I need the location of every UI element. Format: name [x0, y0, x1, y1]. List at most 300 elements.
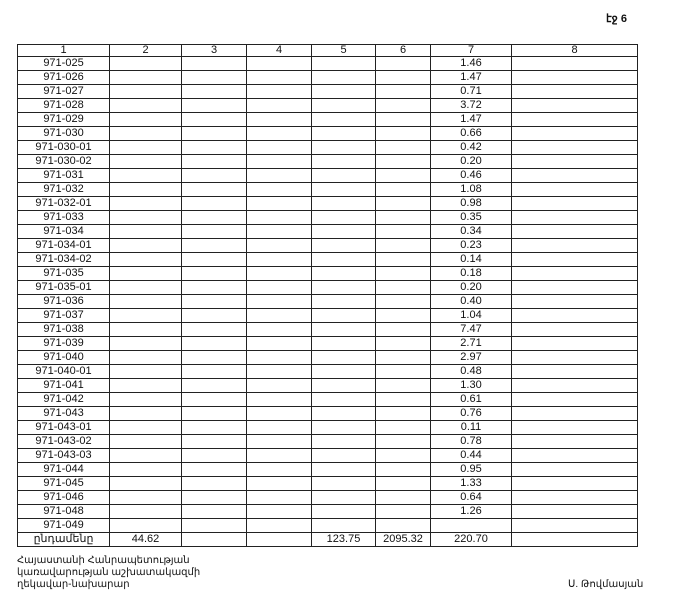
row-col-2-cell: [110, 267, 182, 281]
row-code: 971-035-01: [18, 281, 110, 295]
table-row: [18, 309, 638, 323]
row-col-3-cell: [182, 155, 247, 169]
table-row: [18, 127, 638, 141]
row-col-7-value: 0.11: [431, 421, 512, 435]
table-row: [18, 169, 638, 183]
row-col-2-cell: [110, 113, 182, 127]
row-col-8-cell: [512, 141, 638, 155]
row-col-7-value: 1.30: [431, 379, 512, 393]
row-col-8-cell: [512, 421, 638, 435]
row-col-7-value: 1.33: [431, 477, 512, 491]
row-col-7-value: 0.66: [431, 127, 512, 141]
row-col-3-cell: [182, 407, 247, 421]
row-col-2-cell: [110, 239, 182, 253]
row-col-8-cell: [512, 449, 638, 463]
signature-title: [17, 555, 200, 591]
table-row: [18, 267, 638, 281]
signature-title-line-3: ղեկավար-նախարար: [17, 579, 130, 590]
row-col-7-value: 2.71: [431, 337, 512, 351]
row-col-4-cell: [247, 435, 312, 449]
row-col-8-cell: [512, 71, 638, 85]
row-code: 971-034-02: [18, 253, 110, 267]
total-col-5: 123.75: [312, 533, 376, 547]
row-col-2-cell: [110, 127, 182, 141]
row-col-5-cell: [312, 253, 376, 267]
row-col-2-cell: [110, 71, 182, 85]
row-col-6-cell: [376, 113, 431, 127]
column-header-8: 8: [512, 45, 638, 57]
row-code: 971-034-01: [18, 239, 110, 253]
row-col-3-cell: [182, 183, 247, 197]
row-col-8-cell: [512, 267, 638, 281]
total-col-2: 44.62: [110, 533, 182, 547]
row-col-5-cell: [312, 519, 376, 533]
row-col-8-cell: [512, 211, 638, 225]
row-col-3-cell: [182, 71, 247, 85]
row-col-4-cell: [247, 85, 312, 99]
table-row: [18, 281, 638, 295]
row-col-4-cell: [247, 141, 312, 155]
row-col-4-cell: [247, 183, 312, 197]
page-number: էջ 6: [606, 13, 627, 25]
table-row: [18, 155, 638, 169]
row-col-5-cell: [312, 295, 376, 309]
row-col-3-cell: [182, 113, 247, 127]
row-col-2-cell: [110, 463, 182, 477]
row-col-5-cell: [312, 449, 376, 463]
row-col-7-value: 3.72: [431, 99, 512, 113]
table-row: [18, 239, 638, 253]
row-col-6-cell: [376, 435, 431, 449]
row-col-6-cell: [376, 421, 431, 435]
row-col-5-cell: [312, 323, 376, 337]
row-col-6-cell: [376, 379, 431, 393]
row-col-6-cell: [376, 463, 431, 477]
row-col-2-cell: [110, 253, 182, 267]
row-col-8-cell: [512, 99, 638, 113]
row-col-7-value: 0.40: [431, 295, 512, 309]
row-col-2-cell: [110, 351, 182, 365]
table-row: [18, 197, 638, 211]
row-col-2-cell: [110, 505, 182, 519]
table-row: [18, 505, 638, 519]
row-col-4-cell: [247, 351, 312, 365]
row-code: 971-049: [18, 519, 110, 533]
row-code: 971-039: [18, 337, 110, 351]
row-code: 971-040: [18, 351, 110, 365]
row-col-3-cell: [182, 337, 247, 351]
row-col-6-cell: [376, 505, 431, 519]
row-col-3-cell: [182, 323, 247, 337]
row-col-7-value: 0.18: [431, 267, 512, 281]
data-table: [17, 44, 638, 547]
row-col-3-cell: [182, 309, 247, 323]
row-col-6-cell: [376, 449, 431, 463]
row-col-5-cell: [312, 225, 376, 239]
row-col-5-cell: [312, 267, 376, 281]
table-row: [18, 57, 638, 71]
row-col-7-value: 1.04: [431, 309, 512, 323]
table-row: [18, 113, 638, 127]
row-col-8-cell: [512, 491, 638, 505]
row-col-6-cell: [376, 141, 431, 155]
row-col-3-cell: [182, 295, 247, 309]
row-col-2-cell: [110, 309, 182, 323]
row-col-2-cell: [110, 211, 182, 225]
total-col-4: [247, 533, 312, 547]
row-col-6-cell: [376, 281, 431, 295]
row-col-4-cell: [247, 281, 312, 295]
row-col-5-cell: [312, 183, 376, 197]
row-col-2-cell: [110, 169, 182, 183]
row-col-6-cell: [376, 239, 431, 253]
row-col-4-cell: [247, 113, 312, 127]
row-col-7-value: 1.46: [431, 57, 512, 71]
row-col-3-cell: [182, 85, 247, 99]
row-col-4-cell: [247, 57, 312, 71]
row-col-6-cell: [376, 491, 431, 505]
row-col-5-cell: [312, 365, 376, 379]
row-col-8-cell: [512, 57, 638, 71]
row-col-3-cell: [182, 57, 247, 71]
row-col-3-cell: [182, 267, 247, 281]
row-col-6-cell: [376, 71, 431, 85]
row-col-4-cell: [247, 211, 312, 225]
row-col-7-value: 0.23: [431, 239, 512, 253]
row-col-5-cell: [312, 393, 376, 407]
row-col-8-cell: [512, 435, 638, 449]
row-col-8-cell: [512, 127, 638, 141]
table-row: [18, 351, 638, 365]
row-col-7-value: [431, 519, 512, 533]
row-col-8-cell: [512, 183, 638, 197]
row-col-2-cell: [110, 155, 182, 169]
row-col-7-value: 0.35: [431, 211, 512, 225]
row-col-8-cell: [512, 309, 638, 323]
row-code: 971-041: [18, 379, 110, 393]
row-col-8-cell: [512, 379, 638, 393]
row-col-5-cell: [312, 435, 376, 449]
row-code: 971-032-01: [18, 197, 110, 211]
row-col-6-cell: [376, 393, 431, 407]
table-row: [18, 225, 638, 239]
row-col-4-cell: [247, 337, 312, 351]
row-col-4-cell: [247, 477, 312, 491]
row-col-2-cell: [110, 99, 182, 113]
row-col-8-cell: [512, 295, 638, 309]
row-col-3-cell: [182, 421, 247, 435]
row-col-4-cell: [247, 393, 312, 407]
row-col-5-cell: [312, 211, 376, 225]
row-code: 971-030-01: [18, 141, 110, 155]
row-col-3-cell: [182, 211, 247, 225]
row-col-3-cell: [182, 239, 247, 253]
total-col-8: [512, 533, 638, 547]
row-col-5-cell: [312, 407, 376, 421]
row-col-3-cell: [182, 393, 247, 407]
row-col-6-cell: [376, 57, 431, 71]
row-col-7-value: 0.42: [431, 141, 512, 155]
row-col-3-cell: [182, 99, 247, 113]
row-col-6-cell: [376, 337, 431, 351]
row-col-7-value: 0.76: [431, 407, 512, 421]
row-col-7-value: 0.78: [431, 435, 512, 449]
row-col-4-cell: [247, 323, 312, 337]
row-col-8-cell: [512, 253, 638, 267]
row-col-8-cell: [512, 463, 638, 477]
table-row: [18, 85, 638, 99]
table-row: [18, 449, 638, 463]
row-col-8-cell: [512, 393, 638, 407]
row-col-3-cell: [182, 463, 247, 477]
totals-label: ընդամենը: [18, 533, 110, 547]
row-col-7-value: 1.26: [431, 505, 512, 519]
row-col-4-cell: [247, 225, 312, 239]
row-col-8-cell: [512, 477, 638, 491]
row-col-5-cell: [312, 155, 376, 169]
row-col-5-cell: [312, 281, 376, 295]
row-code: 971-029: [18, 113, 110, 127]
row-col-4-cell: [247, 463, 312, 477]
row-col-7-value: 2.97: [431, 351, 512, 365]
row-col-6-cell: [376, 309, 431, 323]
row-col-6-cell: [376, 225, 431, 239]
row-col-7-value: 0.14: [431, 253, 512, 267]
row-col-3-cell: [182, 379, 247, 393]
total-col-7: 220.70: [431, 533, 512, 547]
table-row: [18, 337, 638, 351]
row-col-4-cell: [247, 197, 312, 211]
row-col-5-cell: [312, 99, 376, 113]
table-row: [18, 323, 638, 337]
row-col-6-cell: [376, 155, 431, 169]
row-col-6-cell: [376, 365, 431, 379]
table-row: [18, 71, 638, 85]
table-row: [18, 141, 638, 155]
row-code: 971-031: [18, 169, 110, 183]
row-col-5-cell: [312, 505, 376, 519]
row-col-8-cell: [512, 365, 638, 379]
row-col-4-cell: [247, 519, 312, 533]
row-col-5-cell: [312, 85, 376, 99]
row-code: 971-033: [18, 211, 110, 225]
row-col-8-cell: [512, 519, 638, 533]
row-col-5-cell: [312, 337, 376, 351]
table-row: [18, 421, 638, 435]
row-code: 971-030-02: [18, 155, 110, 169]
row-col-5-cell: [312, 379, 376, 393]
row-col-4-cell: [247, 365, 312, 379]
row-col-4-cell: [247, 71, 312, 85]
column-header-4: 4: [247, 45, 312, 57]
row-col-2-cell: [110, 421, 182, 435]
signatory-name: Ս. Թովմասյան: [568, 579, 644, 590]
row-col-6-cell: [376, 267, 431, 281]
row-col-8-cell: [512, 337, 638, 351]
row-col-3-cell: [182, 351, 247, 365]
row-col-4-cell: [247, 155, 312, 169]
row-code: 971-036: [18, 295, 110, 309]
row-col-7-value: 0.34: [431, 225, 512, 239]
row-col-8-cell: [512, 169, 638, 183]
row-col-4-cell: [247, 491, 312, 505]
row-col-5-cell: [312, 239, 376, 253]
signature-title-line-2: կառավարության աշխատակազմի: [17, 567, 201, 578]
row-col-8-cell: [512, 197, 638, 211]
table-row: [18, 253, 638, 267]
column-header-5: 5: [312, 45, 376, 57]
row-col-2-cell: [110, 519, 182, 533]
row-col-7-value: 0.20: [431, 155, 512, 169]
row-col-2-cell: [110, 197, 182, 211]
row-col-5-cell: [312, 421, 376, 435]
table-row: [18, 407, 638, 421]
row-col-5-cell: [312, 113, 376, 127]
row-col-3-cell: [182, 225, 247, 239]
table-row: [18, 463, 638, 477]
row-col-7-value: 1.47: [431, 71, 512, 85]
row-col-8-cell: [512, 323, 638, 337]
row-code: 971-043-02: [18, 435, 110, 449]
row-col-8-cell: [512, 155, 638, 169]
row-col-7-value: 0.61: [431, 393, 512, 407]
row-col-3-cell: [182, 435, 247, 449]
row-col-7-value: 0.64: [431, 491, 512, 505]
row-col-3-cell: [182, 505, 247, 519]
row-col-6-cell: [376, 183, 431, 197]
row-col-4-cell: [247, 239, 312, 253]
row-col-7-value: 1.08: [431, 183, 512, 197]
table-row: [18, 477, 638, 491]
row-col-6-cell: [376, 323, 431, 337]
row-col-5-cell: [312, 197, 376, 211]
row-col-7-value: 7.47: [431, 323, 512, 337]
row-col-6-cell: [376, 407, 431, 421]
row-col-3-cell: [182, 169, 247, 183]
row-col-2-cell: [110, 477, 182, 491]
row-col-2-cell: [110, 407, 182, 421]
row-col-7-value: 0.71: [431, 85, 512, 99]
row-col-7-value: 0.48: [431, 365, 512, 379]
table-row: [18, 379, 638, 393]
row-code: 971-032: [18, 183, 110, 197]
row-col-2-cell: [110, 435, 182, 449]
row-col-3-cell: [182, 519, 247, 533]
table-row: [18, 393, 638, 407]
row-col-5-cell: [312, 491, 376, 505]
row-col-7-value: 0.98: [431, 197, 512, 211]
row-code: 971-028: [18, 99, 110, 113]
row-col-7-value: 1.47: [431, 113, 512, 127]
row-code: 971-027: [18, 85, 110, 99]
row-code: 971-048: [18, 505, 110, 519]
table-row: [18, 519, 638, 533]
total-col-6: 2095.32: [376, 533, 431, 547]
totals-row: [18, 533, 638, 547]
row-col-2-cell: [110, 295, 182, 309]
column-header-2: 2: [110, 45, 182, 57]
row-col-2-cell: [110, 379, 182, 393]
row-col-3-cell: [182, 141, 247, 155]
row-col-3-cell: [182, 491, 247, 505]
row-col-2-cell: [110, 491, 182, 505]
table-row: [18, 211, 638, 225]
row-col-6-cell: [376, 197, 431, 211]
column-header-7: 7: [431, 45, 512, 57]
row-col-2-cell: [110, 141, 182, 155]
column-header-3: 3: [182, 45, 247, 57]
row-col-4-cell: [247, 379, 312, 393]
row-col-2-cell: [110, 281, 182, 295]
row-col-2-cell: [110, 365, 182, 379]
row-col-6-cell: [376, 169, 431, 183]
row-col-6-cell: [376, 211, 431, 225]
row-code: 971-040-01: [18, 365, 110, 379]
table-row: [18, 365, 638, 379]
row-col-8-cell: [512, 85, 638, 99]
row-col-5-cell: [312, 309, 376, 323]
table-row: [18, 491, 638, 505]
row-col-6-cell: [376, 295, 431, 309]
row-col-6-cell: [376, 85, 431, 99]
row-code: 971-038: [18, 323, 110, 337]
signature-title-line-1: Հայաստանի Հանրապետության: [17, 555, 190, 566]
row-col-7-value: 0.95: [431, 463, 512, 477]
row-col-8-cell: [512, 281, 638, 295]
row-col-6-cell: [376, 99, 431, 113]
row-col-4-cell: [247, 99, 312, 113]
row-col-8-cell: [512, 505, 638, 519]
row-col-2-cell: [110, 323, 182, 337]
row-col-5-cell: [312, 127, 376, 141]
table-row: [18, 99, 638, 113]
row-code: 971-030: [18, 127, 110, 141]
total-col-3: [182, 533, 247, 547]
row-col-3-cell: [182, 127, 247, 141]
row-col-7-value: 0.20: [431, 281, 512, 295]
row-col-2-cell: [110, 337, 182, 351]
row-code: 971-035: [18, 267, 110, 281]
row-col-4-cell: [247, 295, 312, 309]
row-col-7-value: 0.46: [431, 169, 512, 183]
column-header-1: 1: [18, 45, 110, 57]
row-col-6-cell: [376, 253, 431, 267]
row-col-5-cell: [312, 463, 376, 477]
row-code: 971-045: [18, 477, 110, 491]
row-col-2-cell: [110, 183, 182, 197]
row-col-3-cell: [182, 281, 247, 295]
row-col-3-cell: [182, 197, 247, 211]
row-code: 971-043-03: [18, 449, 110, 463]
row-col-5-cell: [312, 477, 376, 491]
row-col-8-cell: [512, 225, 638, 239]
row-col-6-cell: [376, 477, 431, 491]
row-col-8-cell: [512, 407, 638, 421]
row-code: 971-037: [18, 309, 110, 323]
row-col-4-cell: [247, 309, 312, 323]
row-col-3-cell: [182, 477, 247, 491]
row-col-6-cell: [376, 351, 431, 365]
header-row: [18, 45, 638, 57]
row-col-4-cell: [247, 449, 312, 463]
row-col-2-cell: [110, 393, 182, 407]
row-col-2-cell: [110, 225, 182, 239]
row-col-3-cell: [182, 365, 247, 379]
row-col-7-value: 0.44: [431, 449, 512, 463]
row-code: 971-025: [18, 57, 110, 71]
row-col-2-cell: [110, 85, 182, 99]
row-col-4-cell: [247, 421, 312, 435]
